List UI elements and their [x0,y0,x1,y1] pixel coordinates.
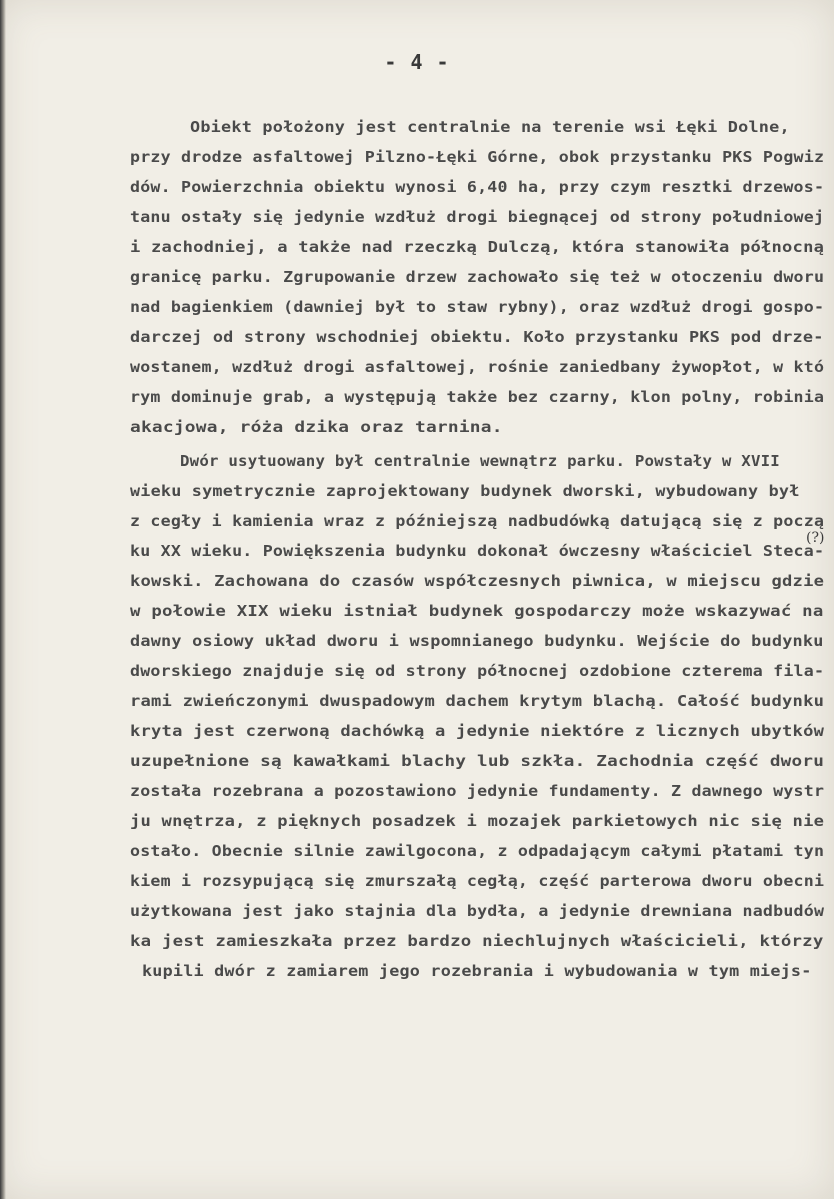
text-line: ju wnętrza, z pięknych posadzek i mozajek parkietowych nic się nie [130,812,825,830]
text-line: granicę parku. Zgrupowanie drzew zachowało się też w otoczeniu dworu [130,268,825,286]
text-line: tanu ostały się jedynie wzdłuż drogi biegnącej od strony południowej [130,208,825,226]
text-line: kowski. Zachowana do czasów współczesnych piwnica, w miejscu gdzie [130,572,825,590]
text-line: uzupełnione są kawałkami blachy lub szkła. Zachodnia część dworu [130,752,825,770]
text-line: wostanem, wzdłuż drogi asfaltowej, rośnie zaniedbany żywopłot, w któ [130,358,825,376]
text-line: akacjowa, róża dzika oraz tarnina. [130,418,503,436]
text-line: została rozebrana a pozostawiono jedynie fundamenty. Z dawnego wystr [130,782,825,800]
text-line: Obiekt położony jest centralnie na terenie wsi Łęki Dolne, [190,118,790,136]
text-line: nad bagienkiem (dawniej był to staw rybny), oraz wzdłuż drogi gospo- [130,298,825,316]
text-line: Dwór usytuowany był centralnie wewnątrz parku. Powstały w XVII [180,452,780,470]
body-text [0,108,834,1188]
text-line: dworskiego znajduje się od strony północnej ozdobione czterema fila- [130,662,825,680]
text-line: z cegły i kamienia wraz z późniejszą nadbudówką datującą się z począ [130,512,825,530]
text-line: rami zwieńczonymi dwuspadowym dachem krytym blachą. Całość budynku [130,692,825,710]
text-line: wieku symetrycznie zaprojektowany budynek dworski, wybudowany był [130,482,800,500]
text-line: kryta jest czerwoną dachówką a jedynie niektóre z licznych ubytków [130,722,825,740]
text-line: ku XX wieku. Powiększenia budynku dokonał ówczesny właściciel Steca- [130,542,825,560]
text-line: ostało. Obecnie silnie zawilgocona, z odpadającym całymi płatami tyn [130,842,825,860]
text-line: użytkowana jest jako stajnia dla bydła, a jedynie drewniana nadbudów [130,902,825,920]
text-line: kupili dwór z zamiarem jego rozebrania i wybudowania w tym miejs- [142,962,812,980]
text-line: dów. Powierzchnia obiektu wynosi 6,40 ha, przy czym resztki drzewos- [130,178,825,196]
page-number: - 4 - [384,50,450,74]
text-line: w połowie XIX wieku istniał budynek gospodarczy może wskazywać na [130,602,824,620]
text-line: dawny osiowy układ dworu i wspomnianego budynku. Wejście do budynku [130,632,824,650]
text-line: ka jest zamieszkała przez bardzo niechlujnych właścicieli, którzy [130,932,824,950]
margin-note: (?) [806,530,825,546]
text-line: darczej od strony wschodniej obiektu. Koło przystanku PKS pod drze- [130,328,824,346]
text-line: rym dominuje grab, a występują także bez czarny, klon polny, robinia [130,388,825,406]
text-line: przy drodze asfaltowej Pilzno-Łęki Górne, obok przystanku PKS Pogwiz [130,148,825,166]
text-line: kiem i rozsypującą się zmurszałą cegłą, część parterowa dworu obecni [130,872,825,890]
text-line: i zachodniej, a także nad rzeczką Dulczą, która stanowiła północną [130,238,825,256]
